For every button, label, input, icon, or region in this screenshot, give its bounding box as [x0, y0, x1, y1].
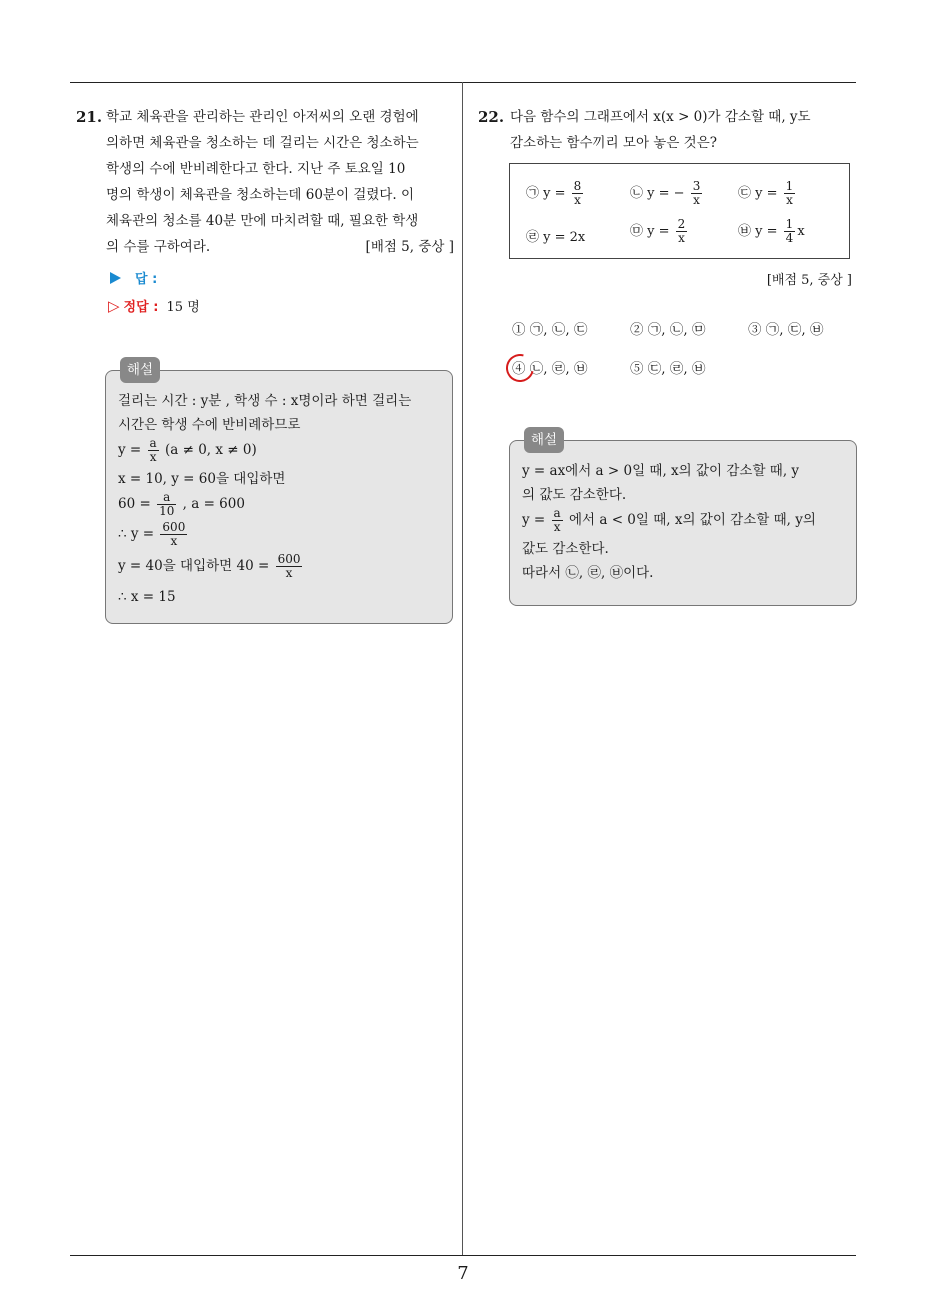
function-item: ㉢ y = $\frac{1}{x}$ [738, 179, 794, 207]
function-item: ㉤ y = $\frac{2}{x}$ [630, 217, 686, 245]
solution-21-tag: 해설 [120, 357, 160, 383]
play-triangle-icon [110, 272, 121, 284]
question-22 [510, 104, 858, 156]
answer-line [110, 268, 157, 287]
solution-21-formula: ∴ y = $\frac{600}{x}$ [118, 520, 186, 548]
choice-3[interactable]: ③ ㉠, ㉢, ㉥ [748, 322, 824, 338]
question-22-score: [배점 5, 중상 ] [766, 273, 852, 288]
choice-2[interactable]: ② ㉠, ㉡, ㉤ [630, 322, 706, 338]
outline-triangle-icon: ▷ [108, 297, 120, 315]
solution-22-formula: y = $\frac{a}{x}$ 에서 a < 0일 때, x의 값이 감소할 때, y의 [522, 506, 816, 534]
correct-value: 15 명 [166, 300, 200, 315]
top-rule [70, 82, 856, 83]
question-22-line: 다음 함수의 그래프에서 x(x > 0)가 감소할 때, y도 [510, 109, 811, 125]
question-21-line: 체육관의 청소를 40분 만에 마치려할 때, 필요한 학생 [106, 213, 419, 229]
page-number: 7 [457, 1263, 469, 1284]
solution-22-line: y = ax에서 a > 0일 때, x의 값이 감소할 때, y [522, 463, 800, 479]
question-21-number: 21. [76, 108, 103, 126]
solution-22-box [509, 432, 857, 606]
function-item: ㉥ y = $\frac{1}{4}$ x [738, 217, 805, 245]
function-item: ㉡ y = − $\frac{3}{x}$ [630, 179, 701, 207]
question-21-line: 학교 체육관을 관리하는 관리인 아저씨의 오랜 경험에 [106, 109, 419, 125]
question-21-line: 명의 학생이 체육관을 청소하는데 60분이 걸렸다. 이 [106, 187, 415, 203]
correct-label: 정답 : [123, 300, 159, 315]
question-21-score: [배점 5, 중상 ] [365, 239, 454, 255]
function-item: ㉠ y = $\frac{8}{x}$ [526, 179, 582, 207]
solution-22-line: 값도 감소한다. [522, 541, 609, 557]
selected-answer-circle-icon [501, 349, 539, 387]
function-item: ㉣ y = 2x [526, 230, 586, 245]
solution-21-line: ∴ x = 15 [118, 589, 176, 605]
question-21 [106, 104, 454, 260]
question-22-line: 감소하는 함수끼리 모아 놓은 것은? [510, 135, 717, 151]
question-21-line: 의하면 체육관을 청소하는 데 걸리는 시간은 청소하는 [106, 135, 419, 151]
function-list-box [509, 163, 850, 259]
choice-5[interactable]: ⑤ ㉢, ㉣, ㉥ [630, 361, 706, 377]
solution-21-formula: 60 = $\frac{a}{10}$ , a = 600 [118, 490, 245, 518]
question-22-number: 22. [478, 108, 505, 126]
solution-22-line: 따라서 ㉡, ㉣, ㉥이다. [522, 565, 654, 581]
correct-answer-line [108, 296, 200, 315]
choice-4[interactable]: ④ ㉡, ㉣, ㉥ [512, 361, 588, 377]
solution-22-tag: 해설 [524, 427, 564, 453]
solution-21-line: 걸리는 시간 : y분 , 학생 수 : x명이라 하면 걸리는 [118, 393, 412, 409]
solution-21-box [105, 362, 453, 624]
answer-label: 답 : [135, 272, 158, 287]
solution-21-line: 시간은 학생 수에 반비례하므로 [118, 417, 301, 433]
bottom-rule [70, 1255, 856, 1256]
solution-22-line: 의 값도 감소한다. [522, 487, 627, 503]
choice-1[interactable]: ① ㉠, ㉡, ㉢ [512, 322, 588, 338]
question-21-line: 학생의 수에 반비례한다고 한다. 지난 주 토요일 10 [106, 161, 406, 177]
column-divider [462, 82, 463, 1256]
solution-21-formula: y = 40을 대입하면 40 = $\frac{600}{x}$ [118, 552, 301, 580]
solution-21-formula: y = $\frac{a}{x}$ (a ≠ 0, x ≠ 0) [118, 436, 257, 464]
question-21-line: 의 수를 구하여라. [106, 239, 211, 255]
solution-21-line: x = 10, y = 60을 대입하면 [118, 471, 286, 487]
